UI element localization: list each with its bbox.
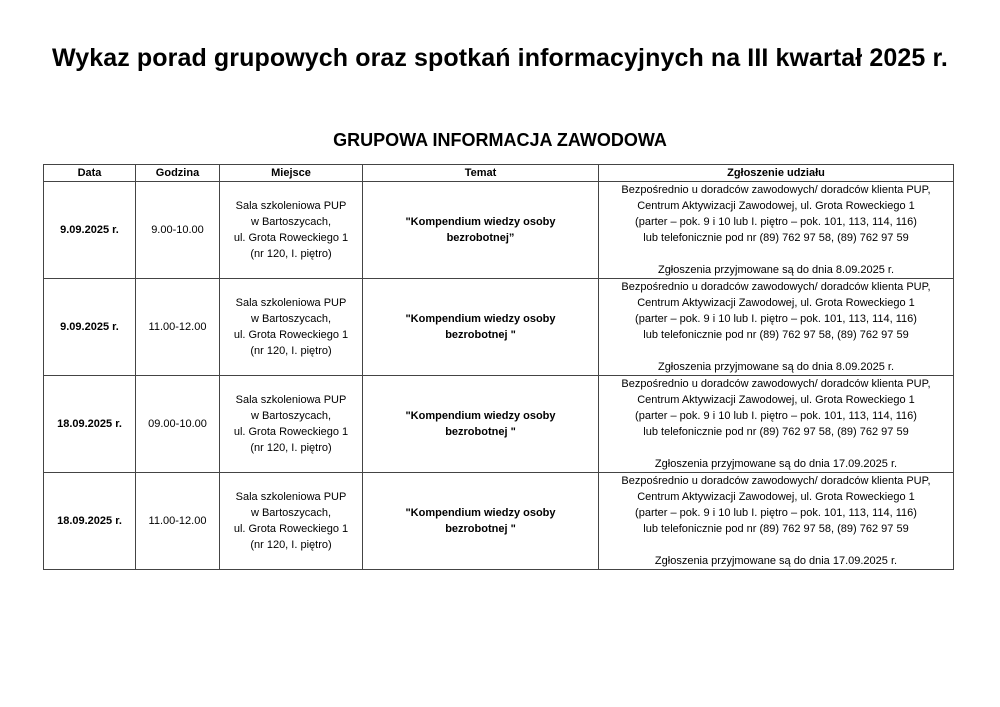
table-row	[44, 376, 954, 473]
signup-line: lub telefonicznie pod nr (89) 762 97 58, (89) 762 97 59	[643, 329, 909, 341]
row-date: 18.09.2025 r.	[44, 376, 136, 473]
row-signup	[599, 182, 954, 279]
place-line: Sala szkoleniowa PUP	[235, 200, 347, 212]
header-topic: Temat	[363, 165, 599, 182]
place-line: w Bartoszycach,	[250, 313, 332, 325]
row-signup	[599, 473, 954, 570]
topic-line: bezrobotnej "	[445, 329, 516, 341]
place-line: Sala szkoleniowa PUP	[235, 394, 347, 406]
row-date: 18.09.2025 r.	[44, 473, 136, 570]
signup-deadline: Zgłoszenia przyjmowane są do dnia 17.09.2025 r.	[654, 555, 898, 567]
signup-line: (parter – pok. 9 i 10 lub I. piętro – pok. 101, 113, 114, 116)	[635, 313, 917, 325]
row-topic	[363, 473, 599, 570]
place-line: (nr 120, I. piętro)	[250, 345, 332, 357]
signup-line: Bezpośrednio u doradców zawodowych/ doradców klienta PUP,	[621, 378, 931, 390]
row-time: 11.00-12.00	[136, 279, 220, 376]
row-topic	[363, 182, 599, 279]
row-signup	[599, 376, 954, 473]
place-line: ul. Grota Roweckiego 1	[233, 329, 349, 341]
table-row	[44, 473, 954, 570]
signup-line: lub telefonicznie pod nr (89) 762 97 58, (89) 762 97 59	[643, 232, 909, 244]
signup-line: Centrum Aktywizacji Zawodowej, ul. Grota Roweckiego 1	[637, 297, 915, 309]
signup-deadline: Zgłoszenia przyjmowane są do dnia 17.09.2025 r.	[654, 458, 898, 470]
signup-deadline: Zgłoszenia przyjmowane są do dnia 8.09.2025 r.	[657, 264, 895, 276]
row-date: 9.09.2025 r.	[44, 279, 136, 376]
row-time: 09.00-10.00	[136, 376, 220, 473]
row-signup	[599, 279, 954, 376]
signup-line: Centrum Aktywizacji Zawodowej, ul. Grota Roweckiego 1	[637, 491, 915, 503]
signup-line: Bezpośrednio u doradców zawodowych/ doradców klienta PUP,	[621, 475, 931, 487]
row-date: 9.09.2025 r.	[44, 182, 136, 279]
place-line: ul. Grota Roweckiego 1	[233, 426, 349, 438]
signup-line: Bezpośrednio u doradców zawodowych/ doradców klienta PUP,	[621, 281, 931, 293]
row-place	[220, 473, 363, 570]
signup-line: (parter – pok. 9 i 10 lub I. piętro – pok. 101, 113, 114, 116)	[635, 507, 917, 519]
signup-line: Bezpośrednio u doradców zawodowych/ doradców klienta PUP,	[621, 184, 931, 196]
place-line: ul. Grota Roweckiego 1	[233, 232, 349, 244]
topic-line: bezrobotnej "	[445, 523, 516, 535]
row-place	[220, 376, 363, 473]
row-topic	[363, 376, 599, 473]
topic-line: "Kompendium wiedzy osoby	[405, 216, 556, 228]
header-place: Miejsce	[220, 165, 363, 182]
place-line: Sala szkoleniowa PUP	[235, 297, 347, 309]
signup-line: (parter – pok. 9 i 10 lub I. piętro – pok. 101, 113, 114, 116)	[635, 216, 917, 228]
document-title: Wykaz porad grupowych oraz spotkań informacyjnych na III kwartał 2025 r.	[52, 44, 948, 72]
signup-line: Centrum Aktywizacji Zawodowej, ul. Grota Roweckiego 1	[637, 394, 915, 406]
signup-line: (parter – pok. 9 i 10 lub I. piętro – pok. 101, 113, 114, 116)	[635, 410, 917, 422]
topic-line: "Kompendium wiedzy osoby	[405, 507, 556, 519]
table-header-row	[44, 165, 954, 182]
topic-line: "Kompendium wiedzy osoby	[405, 410, 556, 422]
table-row	[44, 182, 954, 279]
place-line: Sala szkoleniowa PUP	[235, 491, 347, 503]
place-line: ul. Grota Roweckiego 1	[233, 523, 349, 535]
header-date: Data	[44, 165, 136, 182]
topic-line: bezrobotnej "	[445, 426, 516, 438]
header-time: Godzina	[136, 165, 220, 182]
row-topic	[363, 279, 599, 376]
section-title: GRUPOWA INFORMACJA ZAWODOWA	[333, 130, 667, 150]
row-time: 11.00-12.00	[136, 473, 220, 570]
place-line: (nr 120, I. piętro)	[250, 539, 332, 551]
row-time: 9.00-10.00	[136, 182, 220, 279]
place-line: w Bartoszycach,	[250, 216, 332, 228]
header-signup: Zgłoszenie udziału	[599, 165, 954, 182]
place-line: (nr 120, I. piętro)	[250, 248, 332, 260]
signup-line: Centrum Aktywizacji Zawodowej, ul. Grota Roweckiego 1	[637, 200, 915, 212]
place-line: w Bartoszycach,	[250, 410, 332, 422]
topic-line: "Kompendium wiedzy osoby	[405, 313, 556, 325]
place-line: (nr 120, I. piętro)	[250, 442, 332, 454]
topic-line: bezrobotnej”	[446, 232, 515, 244]
row-place	[220, 182, 363, 279]
schedule-table	[43, 164, 954, 570]
signup-deadline: Zgłoszenia przyjmowane są do dnia 8.09.2025 r.	[657, 361, 895, 373]
place-line: w Bartoszycach,	[250, 507, 332, 519]
row-place	[220, 279, 363, 376]
signup-line: lub telefonicznie pod nr (89) 762 97 58, (89) 762 97 59	[643, 523, 909, 535]
table-row	[44, 279, 954, 376]
signup-line: lub telefonicznie pod nr (89) 762 97 58, (89) 762 97 59	[643, 426, 909, 438]
